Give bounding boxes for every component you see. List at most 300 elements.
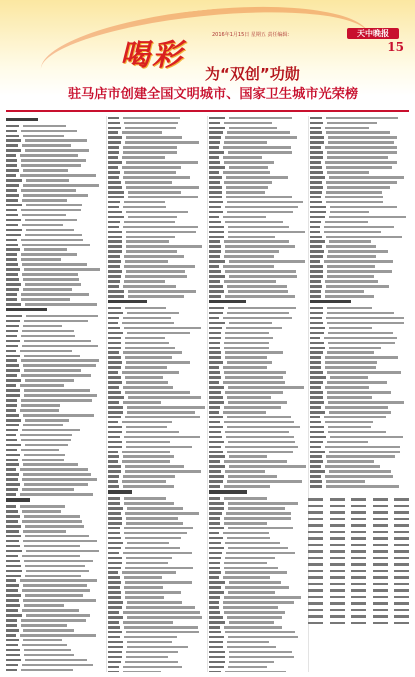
- text-line: [310, 356, 407, 360]
- grid-cell: [373, 531, 388, 534]
- text-line: [108, 630, 205, 634]
- text-line: [6, 544, 103, 548]
- grid-row: [308, 583, 409, 588]
- grid-cell: [351, 576, 366, 579]
- text-line: [6, 188, 103, 192]
- text-line: [310, 346, 407, 350]
- text-line: [6, 334, 103, 338]
- grid-row: [308, 550, 409, 555]
- text-line: [108, 126, 205, 130]
- text-line: [108, 225, 205, 229]
- text-line: [6, 208, 103, 212]
- text-line: [6, 488, 103, 492]
- text-line: [209, 341, 306, 345]
- text-line: [6, 599, 103, 603]
- grid-cell: [330, 583, 345, 586]
- text-line: [209, 311, 306, 315]
- text-line: [108, 376, 205, 380]
- text-line: [6, 169, 103, 173]
- text-line: [310, 289, 407, 293]
- banner-subtitle: 为“双创”功勋: [205, 65, 300, 83]
- text-line: [108, 665, 205, 669]
- text-line: [209, 435, 306, 439]
- text-line: [6, 594, 103, 598]
- text-line: [310, 215, 407, 219]
- text-line: [209, 420, 306, 424]
- text-line: [108, 450, 205, 454]
- text-line: [6, 505, 103, 509]
- text-line: [6, 633, 103, 637]
- grid-cell: [308, 531, 323, 534]
- text-line: [6, 287, 103, 291]
- text-line: [108, 420, 205, 424]
- text-line: [6, 618, 103, 622]
- text-line: [108, 321, 205, 325]
- text-line: [108, 410, 205, 414]
- text-line: [108, 260, 205, 264]
- grid-row: [308, 589, 409, 594]
- text-line: [108, 415, 205, 419]
- text-line: [209, 511, 306, 515]
- text-line: [108, 361, 205, 365]
- text-line: [108, 521, 205, 525]
- text-line: [209, 136, 306, 140]
- text-line: [6, 364, 103, 368]
- section-heading-mark: [6, 307, 103, 312]
- text-line: [310, 255, 407, 259]
- text-line: [108, 606, 205, 610]
- text-line: [310, 470, 407, 474]
- grid-cell: [373, 615, 388, 618]
- text-line: [310, 131, 407, 135]
- text-line: [310, 465, 407, 469]
- text-column: [209, 116, 306, 672]
- text-line: [108, 405, 205, 409]
- text-line: [108, 635, 205, 639]
- grid-row: [308, 518, 409, 523]
- text-line: [108, 425, 205, 429]
- section-heading-mark: [6, 117, 103, 122]
- text-line: [209, 546, 306, 550]
- text-line: [6, 164, 103, 168]
- text-line: [209, 460, 306, 464]
- text-line: [108, 306, 205, 310]
- section-heading-mark: [209, 299, 306, 304]
- text-line: [209, 615, 306, 619]
- text-line: [6, 483, 103, 487]
- text-line: [108, 576, 205, 580]
- text-line: [209, 185, 306, 189]
- text-line: [108, 640, 205, 644]
- text-line: [6, 144, 103, 148]
- text-line: [209, 284, 306, 288]
- text-line: [209, 670, 306, 672]
- grid-cell: [308, 498, 323, 501]
- grid-cell: [373, 511, 388, 514]
- text-line: [6, 154, 103, 158]
- text-line: [310, 121, 407, 125]
- text-line: [6, 554, 103, 558]
- text-line: [108, 581, 205, 585]
- text-line: [6, 549, 103, 553]
- text-line: [209, 265, 306, 269]
- text-line: [209, 361, 306, 365]
- text-line: [310, 455, 407, 459]
- grid-cell: [330, 576, 345, 579]
- text-line: [6, 193, 103, 197]
- text-line: [310, 440, 407, 444]
- text-line: [209, 386, 306, 390]
- text-line: [209, 445, 306, 449]
- text-line: [108, 190, 205, 194]
- text-line: [6, 463, 103, 467]
- grid-cell: [330, 615, 345, 618]
- text-line: [6, 198, 103, 202]
- text-line: [6, 384, 103, 388]
- text-line: [209, 245, 306, 249]
- text-line: [108, 591, 205, 595]
- grid-row: [308, 544, 409, 549]
- text-line: [310, 390, 407, 394]
- text-line: [6, 609, 103, 613]
- text-line: [209, 326, 306, 330]
- text-line: [108, 455, 205, 459]
- text-line: [108, 161, 205, 165]
- text-line: [310, 161, 407, 165]
- text-line: [310, 185, 407, 189]
- grid-cell: [330, 570, 345, 573]
- text-line: [108, 371, 205, 375]
- text-line: [108, 475, 205, 479]
- text-line: [108, 440, 205, 444]
- text-line: [209, 275, 306, 279]
- text-line: [209, 620, 306, 624]
- text-line: [310, 410, 407, 414]
- text-line: [108, 255, 205, 259]
- text-line: [6, 248, 103, 252]
- grid-cell: [308, 557, 323, 560]
- grid-cell: [394, 531, 409, 534]
- text-line: [6, 458, 103, 462]
- text-line: [209, 376, 306, 380]
- text-line: [108, 670, 205, 672]
- text-line: [108, 326, 205, 330]
- grid-cell: [330, 544, 345, 547]
- text-line: [209, 480, 306, 484]
- text-line: [209, 470, 306, 474]
- text-line: [209, 255, 306, 259]
- text-line: [310, 460, 407, 464]
- grid-cell: [351, 557, 366, 560]
- text-line: [209, 586, 306, 590]
- text-line: [108, 390, 205, 394]
- text-line: [209, 410, 306, 414]
- text-line: [108, 116, 205, 120]
- text-line: [6, 134, 103, 138]
- text-line: [6, 564, 103, 568]
- text-line: [6, 302, 103, 306]
- grid-row: [308, 615, 409, 620]
- text-line: [108, 250, 205, 254]
- grid-row: [308, 596, 409, 601]
- text-line: [209, 180, 306, 184]
- text-line: [108, 511, 205, 515]
- grid-cell: [351, 596, 366, 599]
- text-line: [209, 395, 306, 399]
- text-line: [108, 526, 205, 530]
- grid-cell: [308, 505, 323, 508]
- grid-cell: [373, 498, 388, 501]
- text-line: [6, 149, 103, 153]
- text-line: [209, 591, 306, 595]
- grid-cell: [330, 505, 345, 508]
- text-line: [209, 170, 306, 174]
- grid-row: [308, 576, 409, 581]
- grid-cell: [351, 550, 366, 553]
- text-line: [209, 390, 306, 394]
- text-line: [108, 284, 205, 288]
- text-line: [6, 493, 103, 497]
- grid-cell: [394, 537, 409, 540]
- text-line: [108, 215, 205, 219]
- grid-row: [308, 557, 409, 562]
- text-line: [209, 156, 306, 160]
- grid-cell: [394, 505, 409, 508]
- text-line: [209, 210, 306, 214]
- text-line: [209, 381, 306, 385]
- text-line: [108, 531, 205, 535]
- text-line: [209, 556, 306, 560]
- text-line: [108, 400, 205, 404]
- text-line: [209, 205, 306, 209]
- text-line: [6, 359, 103, 363]
- grid-cell: [308, 524, 323, 527]
- text-line: [209, 531, 306, 535]
- text-line: [6, 233, 103, 237]
- grid-cell: [330, 602, 345, 605]
- grid-row: [308, 609, 409, 614]
- text-line: [6, 473, 103, 477]
- text-line: [310, 235, 407, 239]
- text-line: [209, 536, 306, 540]
- grid-cell: [330, 609, 345, 612]
- text-line: [310, 156, 407, 160]
- text-line: [209, 195, 306, 199]
- text-line: [6, 643, 103, 647]
- text-line: [6, 129, 103, 133]
- grid-cell: [373, 557, 388, 560]
- text-line: [6, 584, 103, 588]
- text-line: [6, 344, 103, 348]
- text-line: [108, 294, 205, 298]
- text-line: [108, 596, 205, 600]
- text-line: [310, 175, 407, 179]
- section-heading-mark: [6, 498, 103, 503]
- text-line: [6, 349, 103, 353]
- text-line: [6, 218, 103, 222]
- grid-cell: [394, 596, 409, 599]
- text-line: [209, 497, 306, 501]
- grid-cell: [330, 596, 345, 599]
- text-line: [108, 151, 205, 155]
- text-line: [310, 146, 407, 150]
- grid-cell: [351, 602, 366, 605]
- grid-cell: [308, 576, 323, 579]
- text-line: [209, 455, 306, 459]
- grid-cell: [308, 570, 323, 573]
- grid-cell: [351, 505, 366, 508]
- text-line: [209, 405, 306, 409]
- text-line: [108, 346, 205, 350]
- text-line: [6, 519, 103, 523]
- section-heading-mark: [209, 490, 306, 495]
- text-line: [310, 351, 407, 355]
- grid-cell: [330, 498, 345, 501]
- text-line: [310, 316, 407, 320]
- text-line: [108, 175, 205, 179]
- text-line: [108, 200, 205, 204]
- text-line: [310, 306, 407, 310]
- text-line: [6, 574, 103, 578]
- grid-cell: [394, 511, 409, 514]
- grid-cell: [351, 563, 366, 566]
- text-line: [209, 601, 306, 605]
- text-line: [209, 306, 306, 310]
- grid-cell: [330, 518, 345, 521]
- text-line: [108, 561, 205, 565]
- text-line: [6, 514, 103, 518]
- text-line: [209, 250, 306, 254]
- text-line: [6, 653, 103, 657]
- text-line: [108, 445, 205, 449]
- text-line: [6, 124, 103, 128]
- text-line: [6, 423, 103, 427]
- text-line: [108, 230, 205, 234]
- text-line: [310, 240, 407, 244]
- text-line: [108, 435, 205, 439]
- newspaper-logo: 天中晚报: [347, 28, 399, 39]
- text-line: [310, 485, 407, 489]
- text-line: [310, 435, 407, 439]
- grid-cell: [373, 602, 388, 605]
- text-line: [6, 203, 103, 207]
- grid-cell: [351, 570, 366, 573]
- text-line: [6, 509, 103, 513]
- text-line: [6, 183, 103, 187]
- text-line: [310, 116, 407, 120]
- grid-cell: [394, 589, 409, 592]
- text-line: [209, 485, 306, 489]
- text-line: [6, 478, 103, 482]
- grid-cell: [330, 563, 345, 566]
- text-line: [310, 331, 407, 335]
- text-line: [209, 126, 306, 130]
- text-line: [6, 283, 103, 287]
- text-line: [6, 174, 103, 178]
- text-line: [6, 403, 103, 407]
- text-line: [209, 240, 306, 244]
- text-line: [108, 485, 205, 489]
- text-line: [6, 623, 103, 627]
- text-line: [310, 294, 407, 298]
- text-line: [6, 658, 103, 662]
- text-line: [108, 146, 205, 150]
- text-line: [209, 225, 306, 229]
- grid-cell: [373, 596, 388, 599]
- text-line: [209, 230, 306, 234]
- text-line: [6, 638, 103, 642]
- text-line: [6, 273, 103, 277]
- text-line: [108, 351, 205, 355]
- grid-cell: [351, 615, 366, 618]
- text-line: [108, 506, 205, 510]
- text-line: [108, 121, 205, 125]
- text-line: [310, 126, 407, 130]
- text-line: [6, 428, 103, 432]
- text-line: [6, 223, 103, 227]
- text-line: [6, 614, 103, 618]
- text-line: [209, 650, 306, 654]
- text-line: [310, 230, 407, 234]
- text-line: [6, 438, 103, 442]
- text-line: [108, 195, 205, 199]
- text-line: [6, 243, 103, 247]
- text-line: [310, 166, 407, 170]
- text-line: [209, 665, 306, 669]
- text-line: [108, 265, 205, 269]
- grid-cell: [351, 589, 366, 592]
- text-line: [310, 220, 407, 224]
- text-line: [209, 289, 306, 293]
- text-line: [209, 516, 306, 520]
- text-line: [310, 284, 407, 288]
- headline: 驻马店市创建全国文明城市、国家卫生城市光荣榜: [67, 87, 359, 102]
- text-line: [209, 606, 306, 610]
- text-line: [310, 225, 407, 229]
- text-line: [209, 346, 306, 350]
- text-line: [6, 559, 103, 563]
- text-line: [108, 551, 205, 555]
- text-line: [209, 366, 306, 370]
- text-line: [108, 131, 205, 135]
- text-line: [209, 655, 306, 659]
- text-line: [209, 635, 306, 639]
- text-line: [6, 238, 103, 242]
- text-line: [108, 470, 205, 474]
- text-line: [6, 228, 103, 232]
- text-line: [310, 151, 407, 155]
- text-line: [108, 240, 205, 244]
- grid-cell: [394, 524, 409, 527]
- text-line: [209, 645, 306, 649]
- text-line: [209, 541, 306, 545]
- grid-cell: [308, 602, 323, 605]
- text-line: [6, 443, 103, 447]
- grid-cell: [330, 524, 345, 527]
- name-grid: [308, 498, 409, 638]
- text-line: [6, 354, 103, 358]
- grid-cell: [373, 622, 388, 625]
- text-line: [209, 151, 306, 155]
- text-line: [108, 465, 205, 469]
- grid-row: [308, 511, 409, 516]
- text-line: [6, 314, 103, 318]
- grid-cell: [308, 596, 323, 599]
- text-line: [209, 571, 306, 575]
- grid-cell: [351, 518, 366, 521]
- text-line: [6, 263, 103, 267]
- text-line: [6, 453, 103, 457]
